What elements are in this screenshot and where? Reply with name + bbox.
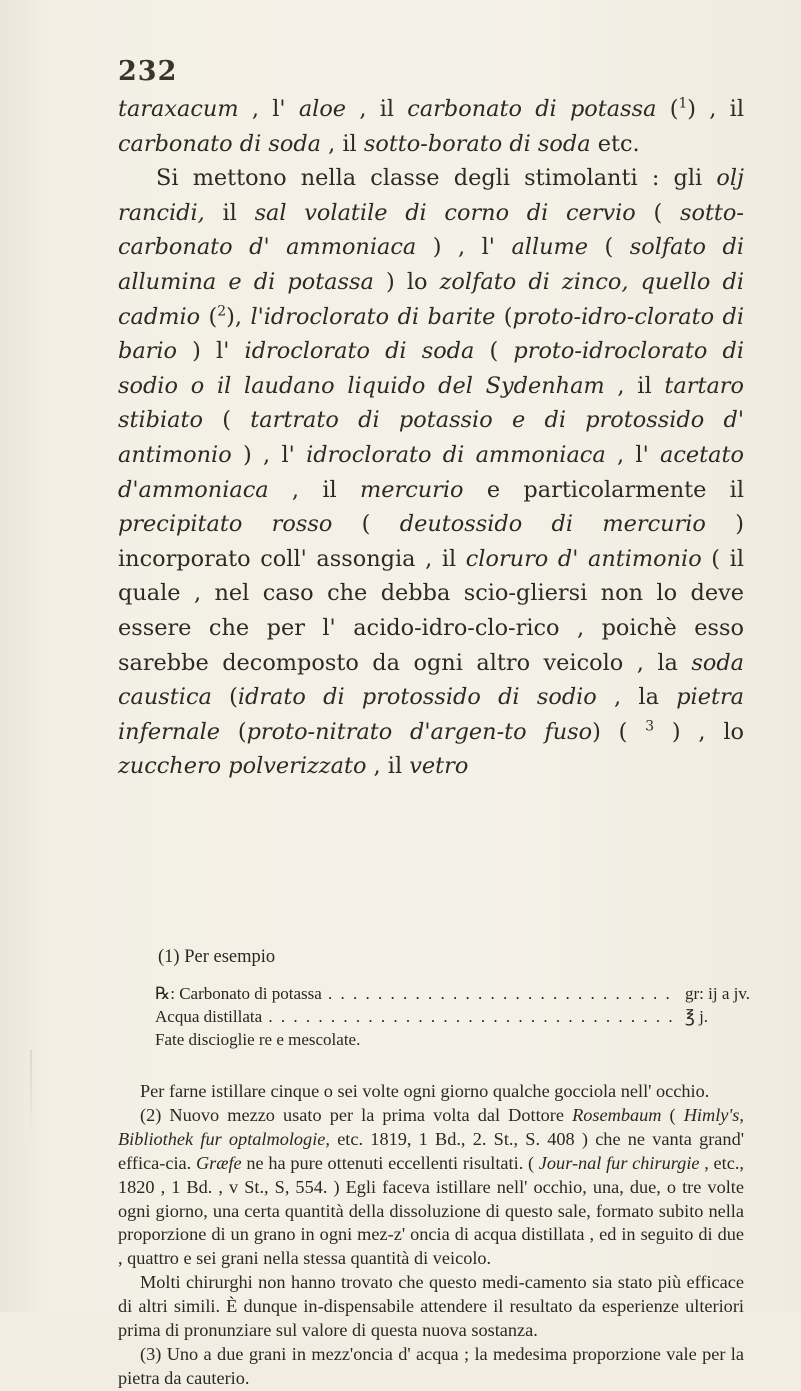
recipe-ingredient: ℞: Carbonato di potassa . . .: [155, 982, 679, 1005]
text-run: , l': [238, 96, 299, 122]
footnote-2: [118, 1104, 744, 1271]
italic-run: aloe: [298, 96, 347, 122]
text-run: ) , lo: [654, 718, 744, 745]
text-run: (: [332, 511, 400, 538]
text-run: ) l': [177, 338, 245, 365]
recipe-ingredient: Acqua distillata . . .: [155, 1005, 679, 1028]
text-run: (: [211, 684, 238, 711]
italic-run: proto-nitrato d'argen-to fuso: [246, 718, 593, 745]
italic-run: allume: [511, 234, 589, 261]
italic-run: precipitato rosso: [118, 511, 333, 538]
italic-run: tartaro stibiato: [118, 372, 744, 434]
italic-run: idroclorato di ammoniaca: [306, 441, 606, 468]
recipe-quantity: gr: ij a jv.: [685, 984, 750, 1003]
text-run: (: [220, 718, 247, 745]
italic-run: taraxacum: [118, 96, 239, 122]
italic-run: Rosembaum: [572, 1104, 662, 1125]
italic-run: l'idroclorato di barite: [250, 303, 496, 330]
italic-run: Græfe: [195, 1152, 242, 1173]
italic-run: deutossido di mercurio: [399, 511, 706, 538]
footnotes: [118, 1080, 744, 1391]
text-run: (: [635, 199, 680, 226]
italic-run: tartrato di potassio e di protossido d' antimonio: [118, 407, 744, 468]
page-number: 232: [118, 56, 178, 87]
italic-run: idrato di protossido di sodio: [237, 684, 597, 711]
italic-run: cloruro d' antimonio: [465, 545, 702, 572]
text-run: ( il quale , nel caso che debba scio-gliersi non lo deve essere che per l' acido-idro-clo-rico , poichè esso sarebbe decomposto da ogni altro veicolo , la: [118, 545, 744, 676]
text-run: e particolarmente il: [463, 476, 745, 503]
recipe-block: [155, 982, 755, 1051]
text-run: (: [202, 407, 251, 434]
recipe-quantity: ℥ j.: [685, 1007, 709, 1026]
italic-run: proto-idroclorato di sodio o il laudano liquido del Sydenham: [118, 338, 744, 399]
footnote-ref: 1: [678, 95, 688, 112]
italic-run: Bibliothek fur optalmologie,: [118, 1128, 330, 1149]
text-run: , il: [366, 753, 410, 780]
italic-run: Himly's: [683, 1104, 740, 1125]
italic-run: zolfato di zinco, quello di cadmio: [118, 268, 745, 330]
footnote-ref: 2: [217, 303, 227, 320]
text-run: ,: [739, 1104, 744, 1125]
text-run: (: [588, 234, 630, 261]
text-run: etc. 1819, 1 Bd., 2. St., S. 408 ) che ne vanta grand' effica-cia.: [118, 1128, 745, 1173]
italic-run: mercurio: [360, 476, 464, 503]
recipe-row: [155, 1005, 755, 1028]
text-run: (: [474, 338, 514, 365]
italic-run: carbonato di potassa: [407, 96, 657, 122]
footnote-3: (3) Uno a due grani in mezz'oncia d' acqua ; la medesima proporzione vale per la pietra da cauterio.: [118, 1343, 744, 1388]
footnote-ref: 3: [645, 718, 655, 735]
recipe-instruction: Fate discioglie re e mescolate.: [155, 1030, 361, 1049]
italic-run: soda caustica: [118, 649, 744, 711]
text-run: (: [495, 303, 513, 330]
text-run: (: [200, 303, 218, 330]
italic-run: sotto-carbonato d' ammoniaca: [118, 199, 744, 261]
text-run: ) incorporato coll' assongia , il: [118, 511, 744, 572]
text-run: , il: [604, 372, 665, 399]
footnote-2-continued: Molti chirurghi non hanno trovato che questo medi-camento sia stato più efficace di altri simili. È dunque in-dispensabile attendere il resultato da esperienze ulteriori prima di pronunziare sul valore di questa nuova sostanza.: [118, 1272, 744, 1341]
text-run: , il: [321, 130, 364, 157]
paragraph-1: [118, 92, 744, 161]
italic-run: solfato di allumina e di potassa: [118, 234, 744, 295]
italic-run: carbonato di soda: [118, 130, 322, 157]
page-edge-mark: [30, 1050, 32, 1140]
text-run: (2) Nuovo mezzo usato per la prima volta dal Dottore: [140, 1104, 573, 1125]
italic-run: sotto-borato di soda: [363, 130, 591, 157]
italic-run: olj rancidi,: [118, 165, 744, 226]
text-run: ) lo: [373, 268, 440, 295]
italic-run: sal volatile di corno di cervio: [254, 199, 636, 226]
italic-run: zucchero polverizzato: [118, 753, 367, 780]
text-run: Si mettono nella classe degli stimolanti : gli: [156, 165, 717, 192]
paragraph-2: [118, 161, 744, 784]
text-run: il: [204, 199, 255, 226]
text-run: etc.: [590, 130, 640, 157]
italic-run: pietra infernale: [118, 684, 744, 745]
text-run: ne ha pure ottenuti eccellenti risultati. (: [241, 1152, 539, 1173]
italic-run: vetro: [409, 753, 469, 780]
italic-run: Jour-nal fur chirurgie: [538, 1152, 700, 1173]
footnote-1-label: (1) Per esempio: [158, 947, 276, 967]
text-run: ) (: [592, 718, 646, 745]
recipe-row: [155, 982, 755, 1005]
text-run: , il: [268, 476, 361, 503]
text-run: , la: [596, 684, 677, 711]
main-text: [118, 92, 744, 784]
text-run: ) , l': [416, 234, 512, 261]
text-run: (: [661, 1104, 684, 1125]
text-run: , il: [346, 96, 408, 122]
italic-run: acetato d'ammoniaca: [118, 441, 744, 503]
text-run: (: [656, 96, 679, 122]
italic-run: idroclorato di soda: [244, 338, 475, 365]
text-run: ),: [226, 303, 251, 330]
italic-run: proto-idro-clorato di bario: [118, 303, 744, 365]
text-run: , l': [605, 441, 661, 468]
text-run: ) , l': [231, 441, 307, 468]
footnote-1-continuation: Per farne istillare cinque o sei volte ogni giorno qualche gocciola nell' occhio.: [140, 1081, 710, 1101]
text-run: ) , il: [687, 96, 744, 122]
text-run: , etc., 1820 , 1 Bd. , v St., S, 554. ) Egli faceva istillare nell' occhio, una, due, o tre volte ogni giorno, una certa quantità della dissoluzione di questo sale, formato subito nella proporzione di un grano in ogni mez-z' oncia di acqua distillata , ed in seguito di due , quattro e sei grani nella stessa quantità di veicolo.: [118, 1152, 744, 1269]
